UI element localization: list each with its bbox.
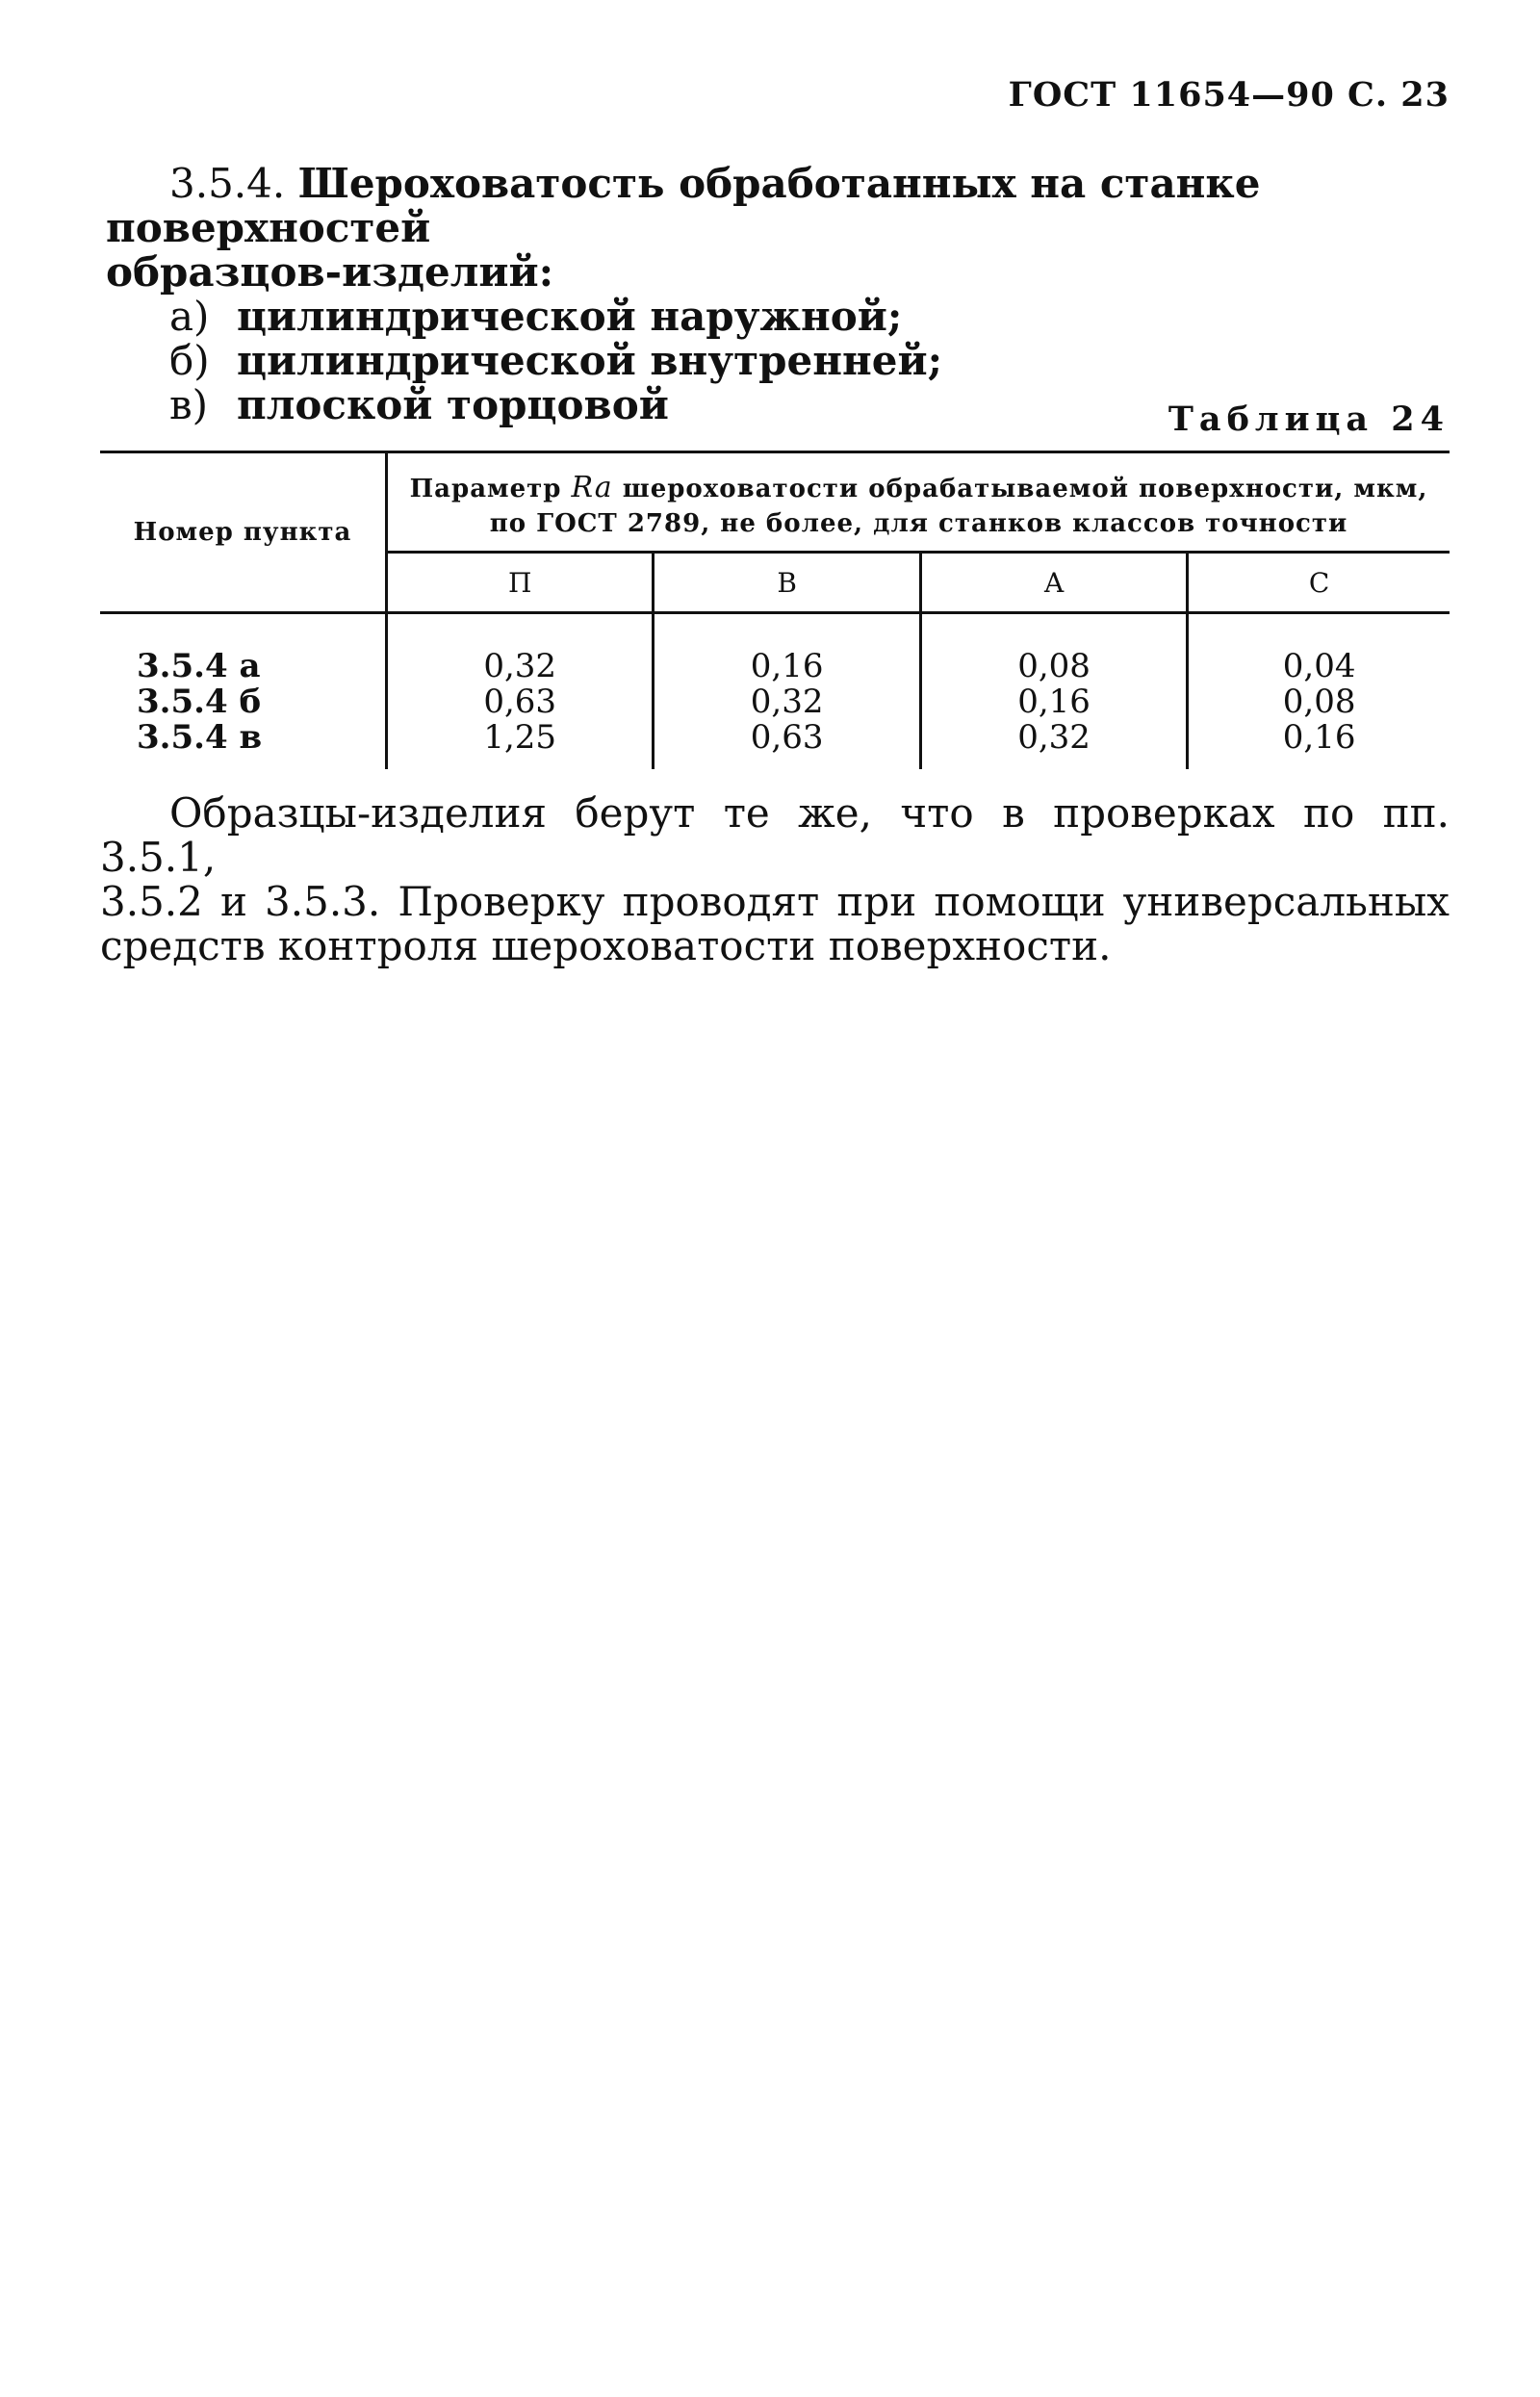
list-item: а) цилиндрической наружной; xyxy=(169,293,903,340)
list-item: б) цилиндрической внутренней; xyxy=(169,337,943,384)
table-cell: 0,63 xyxy=(387,684,654,720)
table-row xyxy=(100,684,1450,720)
table-cell: 0,08 xyxy=(1282,683,1356,721)
closing-paragraph: Образцы-изделия берут те же, что в проверках по пп. 3.5.1, 3.5.2 и 3.5.3. Проверку проводят при помощи универсальных средств контроля шероховатости поверхности. xyxy=(100,789,1450,969)
table-cell: 0,04 xyxy=(1282,647,1356,685)
section-title-line1: Шероховатость обработанных на станке поверхностей xyxy=(106,160,1261,251)
column-header-parameter: Параметр Ra шероховатости обрабатываемой поверхности, мкм, по ГОСТ 2789, не более, для станков классов точности xyxy=(387,452,1450,553)
row-item: 3.5.4 б xyxy=(100,684,387,720)
table-cell: 0,32 xyxy=(920,720,1187,756)
table-cell: 1,25 xyxy=(387,720,654,756)
class-header-a: А xyxy=(920,553,1187,613)
table-caption: Таблица 24 xyxy=(1168,400,1450,439)
section-title-line2: образцов-изделий: xyxy=(106,248,554,296)
class-header-p: П xyxy=(387,553,654,613)
table-cell: 0,32 xyxy=(654,684,920,720)
list-item: в) плоской торцовой xyxy=(169,381,669,428)
table-row xyxy=(100,720,1450,756)
section-3-5-4 xyxy=(106,162,1450,427)
table-cell: 0,16 xyxy=(654,649,920,684)
row-item: 3.5.4 в xyxy=(100,720,387,756)
row-item: 3.5.4 а xyxy=(100,649,387,684)
table-cell: 0,63 xyxy=(654,720,920,756)
table-cell: 0,32 xyxy=(387,649,654,684)
running-title: ГОСТ 11654—90 С. 23 xyxy=(1008,75,1450,115)
class-header-v: В xyxy=(654,553,920,613)
table-cell: 0,16 xyxy=(1282,718,1356,757)
section-number: 3.5.4. xyxy=(169,160,286,207)
column-header-item-number: Номер пункта xyxy=(100,452,387,613)
table-row xyxy=(100,649,1450,684)
class-header-s: С xyxy=(1188,553,1450,613)
roughness-table xyxy=(100,451,1450,769)
ra-symbol: Ra xyxy=(571,471,613,504)
table-cell: 0,08 xyxy=(920,649,1187,684)
table-cell: 0,16 xyxy=(920,684,1187,720)
